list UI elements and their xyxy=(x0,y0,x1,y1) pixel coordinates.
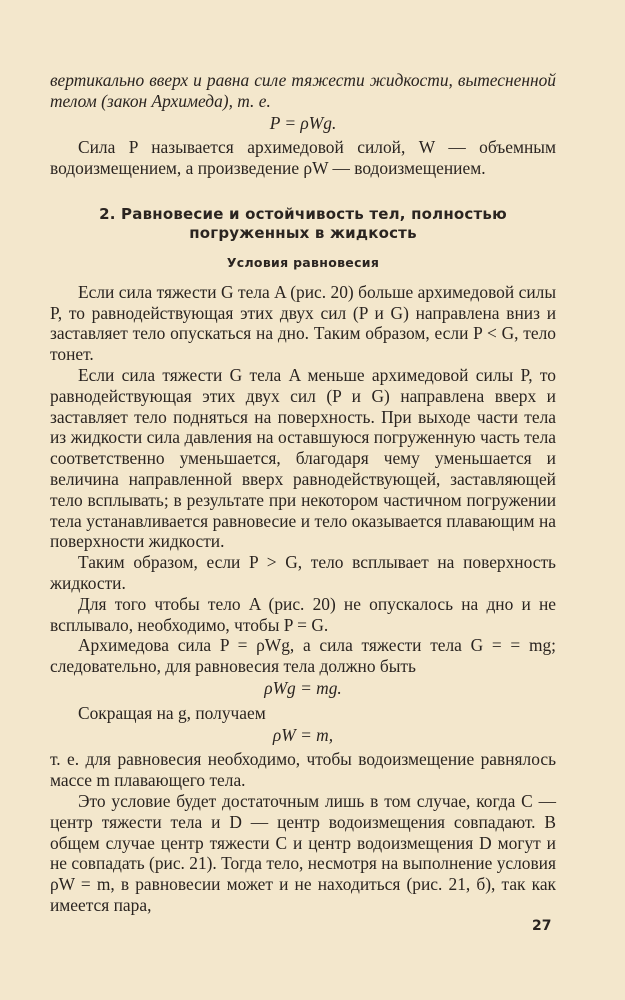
paragraph-sinking: Если сила тяжести G тела A (рис. 20) больше архимедовой силы P, то равнодействующая этих двух сил (P и G) направлена вниз и заставляет тело опускаться на дно. Таким образом, если P < G, тело тонет. xyxy=(50,281,556,365)
subsection-heading: Условия равновесия xyxy=(226,254,380,270)
paragraph-equilibrium-condition: Для того чтобы тело A (рис. 20) не опускалось на дно и не всплывало, необходимо, чтобы P = G. xyxy=(50,593,556,635)
paragraph-floating: Если сила тяжести G тела A меньше архимедовой силы P, то равнодействующая этих двух сил (P и G) направлена вверх и заставляет тело подняться на поверхность. При выходе части тела из жидкости сила давления на оставшуюся погруженную часть тела соответственно уменьшается, благодаря чему уменьшается и величина направленной вверх равнодействующей, заставляющей тело всплывать; в результате при некотором частичном погружении тела устанавливается равновесие и тело оказывается плавающим на поверхности жидкости. xyxy=(50,364,556,552)
paragraph-archimedes-force: Архимедова сила P = ρWg, а сила тяжести тела G = = mg; следовательно, для равновесия тела должно быть xyxy=(50,635,556,677)
section-heading: 2. Равновесие и остойчивость тел, полностью погруженных в жидкость xyxy=(99,204,507,242)
formula-equilibrium: ρWg = mg. xyxy=(264,677,342,698)
paragraph-floats-up: Таким образом, если P > G, тело всплывает на поверхность жидкости. xyxy=(50,552,556,593)
formula-archimedes-force: P = ρWg. xyxy=(269,112,337,133)
paragraph-centers: Это условие будет достаточным лишь в том случае, когда C — центр тяжести тела и D — центр водоизмещения совпадают. В общем случае центр тяжести C и центр водоизмещения D могут и не совпадать (рис. 21). Тогда тело, несмотря на выполнение условия ρW = m, в равновесии может и не находиться (рис. 21, б), так как имеется пара, xyxy=(50,790,556,915)
page-number: 27 xyxy=(532,918,552,934)
paragraph-definitions: Сила P называется архимедовой силой, W — объемным водоизмещением, а произведение ρW — водоизмещением. xyxy=(50,137,556,179)
paragraph-reducing: Сокращая на g, получаем xyxy=(78,702,266,723)
paragraph-displacement-mass: т. е. для равновесия необходимо, чтобы водоизмещение равнялось массе m плавающего тела. xyxy=(50,749,556,791)
page-body xyxy=(50,70,556,916)
paragraph-archimedes-law: вертикально вверх и равна силе тяжести жидкости, вытесненной телом (закон Архимеда), т. е. xyxy=(50,70,556,111)
formula-displacement: ρW = m, xyxy=(272,724,334,745)
